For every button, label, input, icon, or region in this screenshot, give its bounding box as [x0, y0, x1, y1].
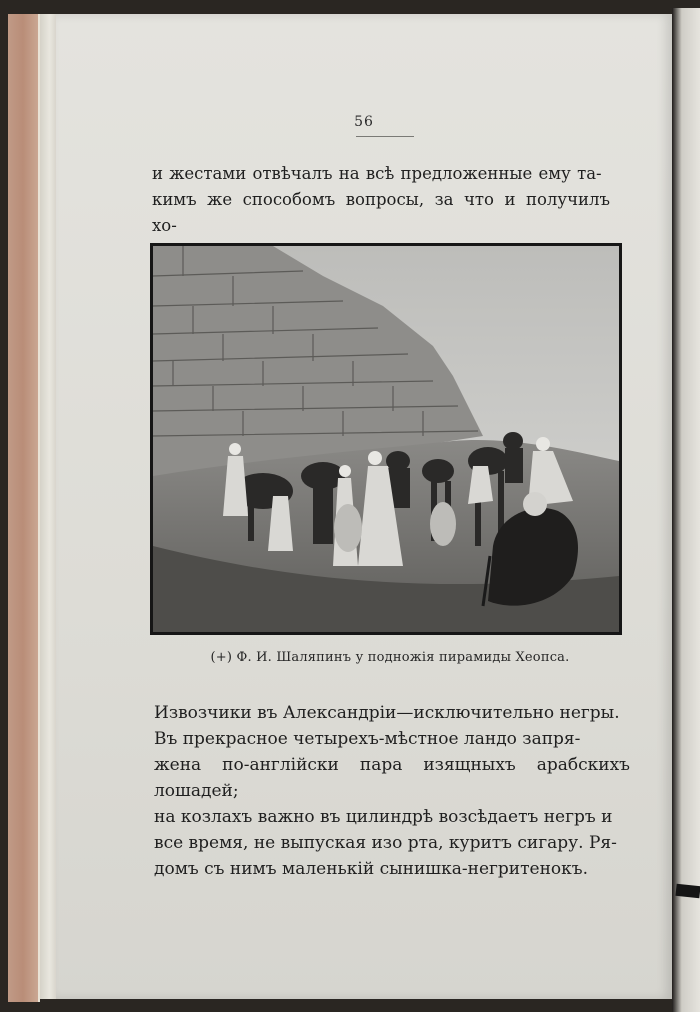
book-cover-board	[8, 14, 40, 1002]
paragraph-bottom: Извозчики въ Александріи—исключительно негры. Въ прекрасное четырехъ-мѣстное ландо запря- жена по-англійски пара изящныхъ арабскихъ лошадей; на козлахъ важно въ цилиндрѣ возсѣдаетъ негръ и все время, не выпуская изо рта, куритъ сигару. Ря- домъ съ нимъ маленькій сынишка-негритенокъ.	[154, 703, 630, 879]
page-stack-edge	[40, 14, 56, 999]
paragraph-top: и жестами отвѣчалъ на всѣ предложенные ему та- кимъ же способомъ вопросы, за что и получилъ хо-	[152, 164, 610, 235]
page-number: 56	[354, 114, 374, 130]
book-page	[56, 14, 672, 999]
facing-page-ink-mark	[675, 884, 700, 898]
photo-caption: (+) Ф. И. Шаляпинъ у подножія пирамиды Хеопса.	[210, 650, 570, 665]
page-number-rule	[356, 136, 414, 137]
facing-page-edge	[672, 8, 700, 1012]
pyramid-photograph	[150, 243, 622, 635]
